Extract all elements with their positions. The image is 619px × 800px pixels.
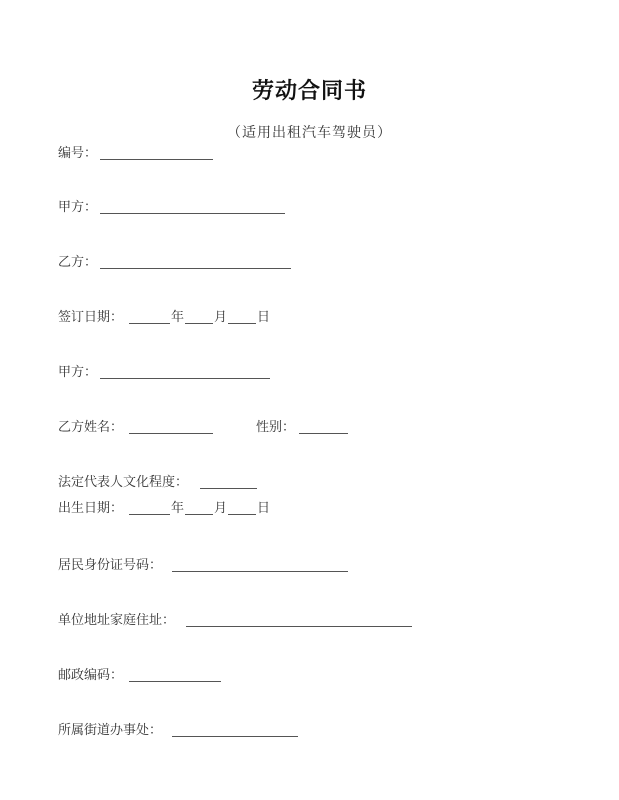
subdistrict-office-blank[interactable] [172,736,298,737]
field-legal-rep-education [58,473,318,493]
party-b-name-label: 乙方姓名： [58,420,124,435]
field-address [58,611,438,631]
document-title: 劳动合同书 [251,79,367,104]
party-b-label: 乙方： [58,255,98,270]
birth-date-day-blank[interactable] [228,514,256,515]
gender-blank[interactable] [299,433,348,434]
signing-date-month-unit: 月 [214,310,228,325]
party-a-2-label: 甲方： [58,365,98,380]
subdistrict-office-label: 所属街道办事处： [58,723,163,738]
field-subdistrict-office [58,721,318,741]
field-id-number [58,556,378,576]
signing-date-day-blank[interactable] [228,323,256,324]
field-party-b [58,253,358,273]
field-serial-number [58,144,358,164]
postal-code-blank[interactable] [129,681,221,682]
gender-label: 性别： [256,420,296,435]
party-a-label: 甲方： [58,200,98,215]
party-b-blank[interactable] [100,268,291,269]
signing-date-day-unit: 日 [257,310,271,325]
birth-date-year-blank[interactable] [129,514,170,515]
serial-number-label: 编号： [58,146,98,161]
id-number-blank[interactable] [172,571,348,572]
document-subtitle: （适用出租汽车驾驶员） [227,125,392,141]
id-number-label: 居民身份证号码： [58,558,163,573]
field-party-b-name [58,418,358,438]
field-signing-date [58,308,318,328]
birth-date-day-unit: 日 [257,501,271,516]
field-party-a-2 [58,363,358,383]
address-label: 单位地址家庭住址： [58,613,176,628]
party-a-2-blank[interactable] [100,378,270,379]
signing-date-label: 签订日期： [58,310,124,325]
signing-date-month-blank[interactable] [185,323,213,324]
signing-date-year-unit: 年 [171,310,185,325]
birth-date-year-unit: 年 [171,501,185,516]
birth-date-month-unit: 月 [214,501,228,516]
legal-rep-education-label: 法定代表人文化程度： [58,475,189,490]
serial-number-blank[interactable] [100,159,213,160]
birth-date-label: 出生日期： [58,501,124,516]
legal-rep-education-blank[interactable] [200,488,257,489]
address-blank[interactable] [186,626,412,627]
postal-code-label: 邮政编码： [58,668,124,683]
party-a-blank[interactable] [100,213,285,214]
field-postal-code [58,666,258,686]
field-party-a [58,198,358,218]
birth-date-month-blank[interactable] [185,514,213,515]
field-birth-date [58,499,318,519]
signing-date-year-blank[interactable] [129,323,170,324]
party-b-name-blank[interactable] [129,433,213,434]
